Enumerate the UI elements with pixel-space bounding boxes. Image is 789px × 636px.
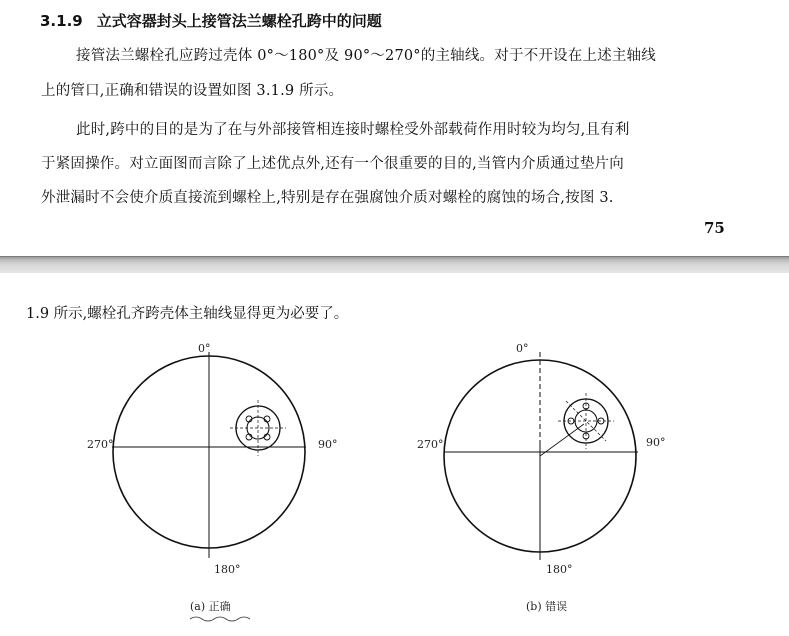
label-90-b: 90° [646, 436, 666, 449]
label-180-b: 180° [546, 563, 573, 576]
caption-underline-a [190, 617, 250, 621]
page-number: 75 [704, 219, 725, 237]
paragraph-line-3: 此时,跨中的目的是为了在与外部接管相连接时螺栓受外部载荷作用时较为均匀,且有利 [76, 122, 630, 138]
paragraph-line-2: 上的管口,正确和错误的设置如图 3.1.9 所示。 [41, 83, 344, 99]
caption-b: (b) 错误 [526, 600, 568, 613]
figure-b-wrong [417, 342, 666, 613]
caption-a: (a) 正确 [190, 600, 231, 613]
label-0-a: 0° [198, 342, 211, 355]
continuation-line: 1.9 所示,螺栓孔齐跨壳体主轴线显得更为必要了。 [26, 306, 349, 322]
paragraph-line-5: 外泄漏时不会使介质直接流到螺栓上,特别是存在强腐蚀介质对螺栓的腐蚀的场合,按图 3. [41, 190, 614, 206]
paragraph-line-4: 于紧固操作。对立面图而言除了上述优点外,还有一个很重要的目的,当管内介质通过垫片向 [41, 156, 624, 172]
label-180-a: 180° [214, 563, 241, 576]
label-0-b: 0° [516, 342, 529, 355]
section-number: 3.1.9 [40, 12, 83, 30]
figure-a-correct [87, 342, 338, 621]
paragraph-line-1: 接管法兰螺栓孔应跨过壳体 0°～180°及 90°～270°的主轴线。对于不开设在上述主轴线 [76, 48, 656, 64]
label-90-a: 90° [318, 438, 338, 451]
section-title: 立式容器封头上接管法兰螺栓孔跨中的问题 [96, 12, 382, 30]
label-270-a: 270° [87, 438, 114, 451]
nozzle-radial-line-b [540, 424, 584, 456]
label-270-b: 270° [417, 438, 444, 451]
